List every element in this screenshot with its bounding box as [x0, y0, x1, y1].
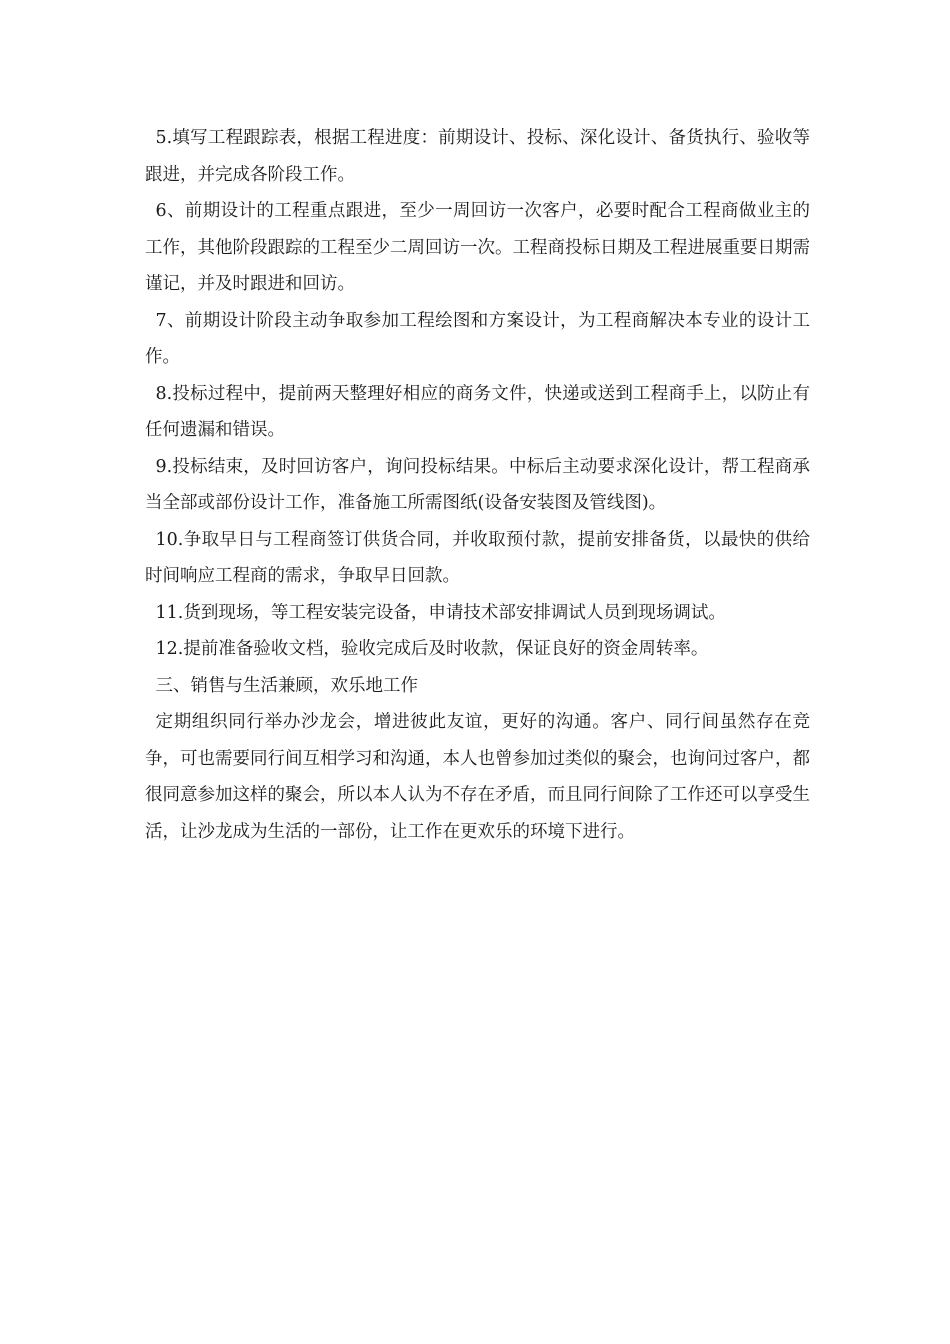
paragraph-item-6: 6、前期设计的工程重点跟进，至少一周回访一次客户，必要时配合工程商做业主的工作，其他阶段跟踪的工程至少二周回访一次。工程商投标日期及工程进展重要日期需谨记，并及时跟进和回访。: [145, 201, 810, 294]
paragraph-item-12: 12.提前准备验收文档，验收完成后及时收款，保证良好的资金周转率。: [155, 639, 709, 659]
paragraph-item-11: 11.货到现场，等工程安装完设备，申请技术部安排调试人员到现场调试。: [155, 602, 726, 623]
closing-paragraph: 定期组织同行举办沙龙会，增进彼此友谊，更好的沟通。客户、同行间虽然存在竞争，可也需要同行间互相学习和沟通，本人也曾参加过类似的聚会，也询问过客户，都很同意参加这样的聚会，所以本人认为不存在矛盾，而且同行间除了工作还可以享受生活，让沙龙成为生活的一部份，让工作在更欢乐的环境下进行。: [145, 712, 810, 842]
paragraph-item-5: 5.填写工程跟踪表，根据工程进度：前期设计、投标、深化设计、备货执行、验收等跟进，并完成各阶段工作。: [145, 128, 810, 185]
paragraph-item-10: 10.争取早日与工程商签订供货合同，并收取预付款，提前安排备货，以最快的供给时间响应工程商的需求，争取早日回款。: [145, 529, 810, 586]
document-body: [145, 120, 810, 850]
paragraph-item-9: 9.投标结束，及时回访客户，询问投标结果。中标后主动要求深化设计，帮工程商承当全部或部份设计工作，准备施工所需图纸(设备安装图及管线图)。: [145, 456, 810, 513]
paragraph-item-8: 8.投标过程中，提前两天整理好相应的商务文件，快递或送到工程商手上，以防止有任何遗漏和错误。: [145, 383, 810, 440]
paragraph-item-7: 7、前期设计阶段主动争取参加工程绘图和方案设计，为工程商解决本专业的设计工作。: [145, 310, 810, 367]
section-heading: 三、销售与生活兼顾，欢乐地工作: [155, 675, 418, 696]
